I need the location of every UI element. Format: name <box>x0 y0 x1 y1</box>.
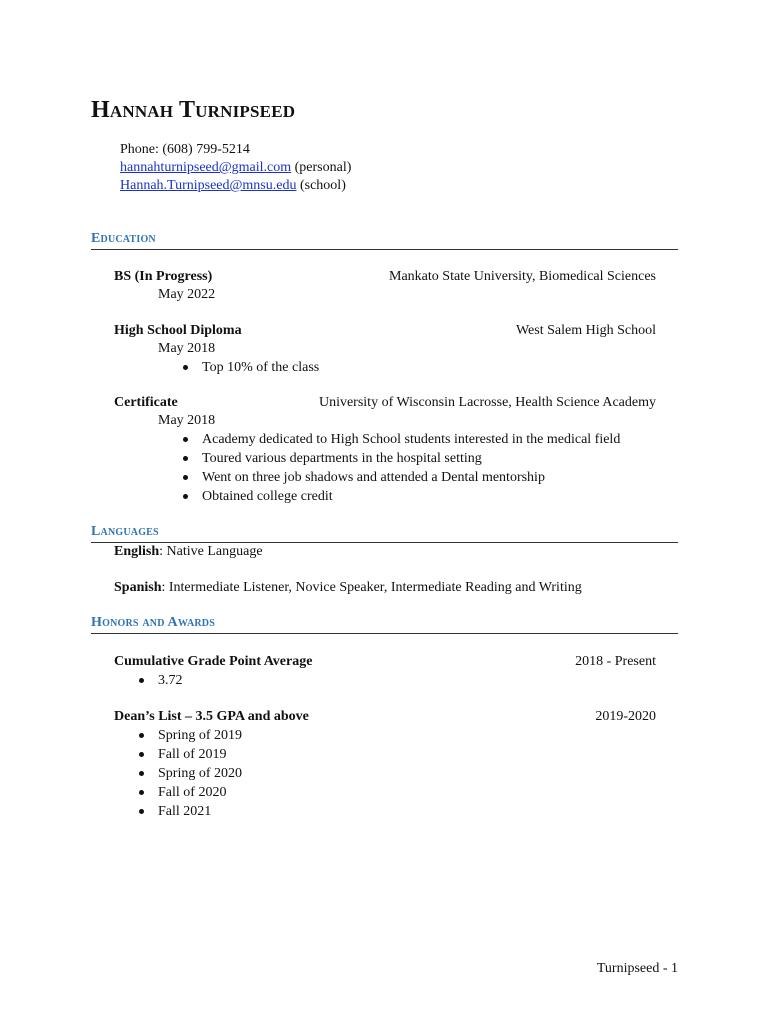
bullet-icon <box>183 437 188 442</box>
degree-label: BS (In Progress) <box>114 269 213 284</box>
language-name: English <box>114 544 160 559</box>
language-name: Spanish <box>114 580 162 595</box>
education-divider <box>91 249 678 250</box>
bullet-icon <box>139 678 144 683</box>
language-detail: : Native Language <box>159 544 263 559</box>
list-item: Went on three job shadows and attended a Dental mentorship <box>180 468 620 487</box>
education-entry-hs <box>114 322 656 340</box>
school-email-line <box>120 177 351 195</box>
list-item: Toured various departments in the hospital setting <box>180 449 620 468</box>
bullet-icon <box>183 494 188 499</box>
award-label: Dean’s List – 3.5 GPA and above <box>114 709 309 724</box>
bullet-icon <box>139 809 144 814</box>
degree-label: Certificate <box>114 395 178 410</box>
bullet-icon <box>139 790 144 795</box>
language-detail: : Intermediate Listener, Novice Speaker, Intermediate Reading and Writing <box>161 580 582 595</box>
gpa-bullet-list <box>136 671 183 690</box>
award-label: Cumulative Grade Point Average <box>114 654 313 669</box>
certificate-bullet-list <box>180 430 620 506</box>
award-period: 2018 - Present <box>575 654 656 669</box>
education-entry-certificate <box>114 394 656 412</box>
personal-email-line <box>120 159 351 177</box>
award-period: 2019-2020 <box>595 709 656 724</box>
language-english <box>114 543 263 561</box>
bullet-icon <box>183 475 188 480</box>
bullet-icon <box>139 752 144 757</box>
list-item: 3.72 <box>136 671 183 690</box>
hs-bullet-list <box>180 358 319 377</box>
bullet-icon <box>139 771 144 776</box>
list-item: Fall of 2020 <box>136 783 242 802</box>
honor-entry-gpa <box>114 653 656 671</box>
school-email-note: (school) <box>296 178 346 193</box>
contact-block <box>120 141 351 195</box>
list-item: Spring of 2019 <box>136 726 242 745</box>
bullet-icon <box>183 365 188 370</box>
list-item: Spring of 2020 <box>136 764 242 783</box>
school-email-link[interactable]: Hannah.Turnipseed@mnsu.edu <box>120 178 297 193</box>
institution-label: West Salem High School <box>515 323 656 338</box>
honors-heading: Honors and Awards <box>91 615 215 630</box>
phone-line: Phone: (608) 799-5214 <box>120 142 250 157</box>
language-spanish <box>114 579 582 597</box>
personal-email-link[interactable]: hannahturnipseed@gmail.com <box>120 160 292 175</box>
degree-date: May 2018 <box>158 341 216 356</box>
list-item: Fall 2021 <box>136 802 242 821</box>
degree-date: May 2022 <box>158 287 216 302</box>
languages-heading: Languages <box>91 524 159 539</box>
bullet-icon <box>139 733 144 738</box>
page-footer: Turnipseed - 1 <box>596 961 678 976</box>
deans-list-bullet-list <box>136 726 242 821</box>
bullet-icon <box>183 456 188 461</box>
list-item: Fall of 2019 <box>136 745 242 764</box>
list-item: Obtained college credit <box>180 487 620 506</box>
institution-label: Mankato State University, Biomedical Sciences <box>389 269 656 284</box>
degree-date: May 2018 <box>158 413 216 428</box>
resume-name: Hannah Turnipseed <box>91 97 296 123</box>
honors-divider <box>91 633 678 634</box>
list-item: Academy dedicated to High School students interested in the medical field <box>180 430 620 449</box>
honor-entry-deans-list <box>114 708 656 726</box>
degree-label: High School Diploma <box>114 323 242 338</box>
institution-label: University of Wisconsin Lacrosse, Health Science Academy <box>318 395 656 410</box>
personal-email-note: (personal) <box>291 160 352 175</box>
education-entry-bs <box>114 268 656 286</box>
list-item: Top 10% of the class <box>180 358 319 377</box>
education-heading: Education <box>91 231 156 246</box>
